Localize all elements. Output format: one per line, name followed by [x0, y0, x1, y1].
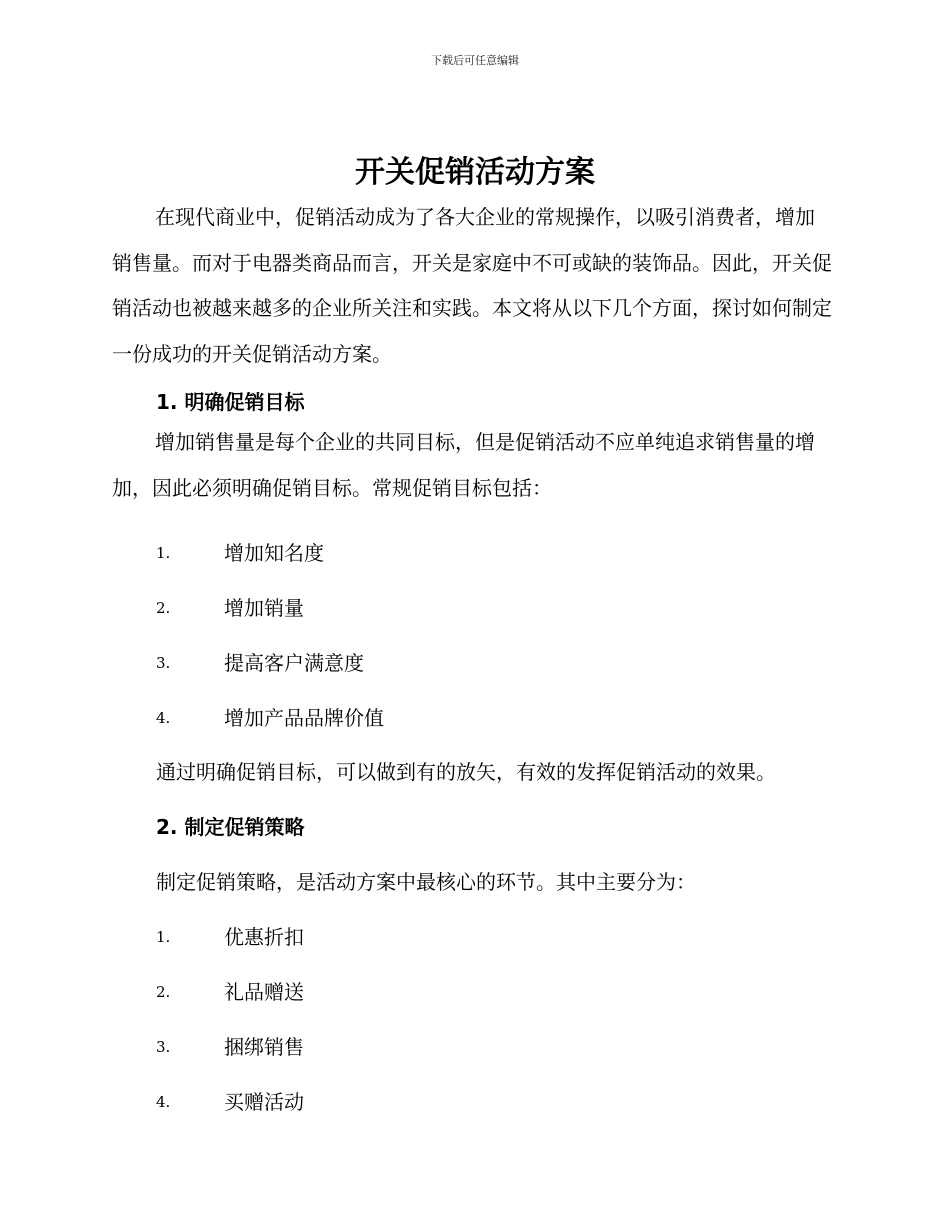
- list-item-text: 捆绑销售: [224, 1035, 304, 1059]
- page-title: 开关促销活动方案: [355, 155, 595, 190]
- list-item-text: 优惠折扣: [224, 925, 304, 949]
- list-item-number: 1.: [156, 544, 171, 562]
- list-item-number: 1.: [156, 928, 171, 946]
- list-item-number: 2.: [156, 983, 171, 1001]
- section-2-heading: 2. 制定促销策略: [156, 815, 305, 839]
- intro-paragraph: 在现代商业中，促销活动成为了各大企业的常规操作，以吸引消费者，增加销售量。而对于电器类商品而言，开关是家庭中不可或缺的装饰品。因此，开关促销活动也被越来越多的企业所关注和实践。本文将从以下几个方面，探讨如何制定一份成功的开关促销活动方案。: [112, 205, 832, 366]
- section-2-paragraph: 制定促销策略，是活动方案中最核心的环节。其中主要分为：: [156, 870, 696, 894]
- list-item-text: 增加知名度: [224, 541, 324, 565]
- section-1-heading: 1. 明确促销目标: [156, 390, 305, 414]
- list-item-number: 2.: [156, 599, 171, 617]
- list-item-number: 4.: [156, 709, 171, 727]
- list-item-text: 提高客户满意度: [224, 651, 364, 675]
- list-item-text: 礼品赠送: [224, 980, 304, 1004]
- section-1-paragraph: 增加销售量是每个企业的共同目标，但是促销活动不应单纯追求销售量的增加，因此必须明确促销目标。常规促销目标包括：: [112, 430, 815, 500]
- list-item-number: 3.: [156, 654, 171, 672]
- list-item-text: 增加销量: [224, 596, 304, 620]
- list-item-number: 3.: [156, 1038, 171, 1056]
- list-item-text: 买赠活动: [224, 1090, 304, 1114]
- header-note: 下载后可任意编辑: [431, 54, 519, 67]
- list-item-text: 增加产品品牌价值: [224, 706, 384, 730]
- list-item-number: 4.: [156, 1093, 171, 1111]
- section-1-closing: 通过明确促销目标，可以做到有的放矢，有效的发挥促销活动的效果。: [156, 760, 776, 784]
